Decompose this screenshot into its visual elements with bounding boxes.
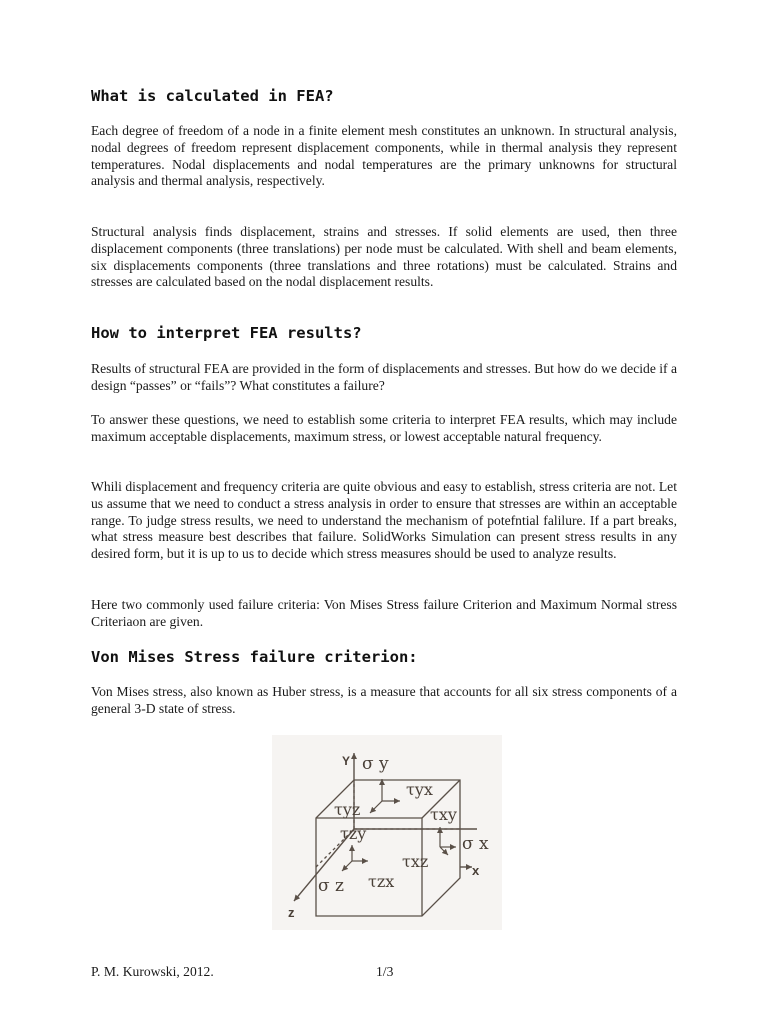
sigma-x-label: σ x — [462, 834, 489, 854]
tau-xz-label: τxz — [402, 852, 429, 871]
section-heading-fea-calculated: What is calculated in FEA? — [91, 87, 334, 105]
footer-author: P. M. Kurowski, 2012. — [91, 964, 214, 979]
paragraph: Each degree of freedom of a node in a finite element mesh constitutes an unknown. In structural analysis, nodal degrees of freedom represent displacement components, while in thermal analysis they represent temperatures. Nodal displacements and nodal temperatures are the primary unknowns for structural analysis and thermal analysis, respectively. — [91, 123, 677, 189]
sigma-y-label: σ y — [362, 754, 389, 774]
tau-yx-label: τyx — [406, 780, 433, 799]
paragraph: To answer these questions, we need to establish some criteria to interpret FEA results, which may include maximum acceptable displacements, maximum stress, or lowest acceptable natural frequency. — [91, 412, 677, 444]
section-heading-von-mises: Von Mises Stress failure criterion: — [91, 648, 418, 666]
sigma-z-label: σ z — [318, 876, 344, 896]
axis-y-label: Y — [342, 754, 351, 768]
tau-zx-label: τzx — [368, 872, 395, 891]
paragraph: Here two commonly used failure criteria: Von Mises Stress failure Criterion and Maximum Normal stress Criteriaon are given. — [91, 597, 677, 629]
paragraph: Structural analysis finds displacement, strains and stresses. If solid elements are used, then three displacement components (three translations) per node must be calculated. With shell and beam elements, six displacements components (three translations and three rotations) must be calculated. Strains and stresses are calculated based on the nodal displacement results. — [91, 224, 677, 290]
footer-page-number: 1/3 — [376, 964, 394, 979]
paragraph: Whili displacement and frequency criteria are quite obvious and easy to establish, stress criteria are not. Let us assume that we need to conduct a stress analysis in order to ensure that stresses are within an acceptable range. To judge stress results, we need to understand the mechanism of potefntial falilure. If a part breaks, what stress measure best describes that failure. SolidWorks Simulation can present stress results in any desired form, but it is up to us to decide which stress measures should be used to analyze results. — [91, 479, 677, 562]
section-heading-interpret-results: How to interpret FEA results? — [91, 324, 362, 342]
tau-xy-label: τxy — [430, 805, 457, 824]
stress-cube-figure — [272, 735, 502, 930]
paragraph: Results of structural FEA are provided in the form of displacements and stresses. But how do we decide if a design “passes” or “fails”? What constitutes a failure? — [91, 361, 677, 393]
axis-z-label: z — [288, 905, 295, 920]
tau-zy-label: τzy — [340, 824, 367, 843]
paragraph: Von Mises stress, also known as Huber stress, is a measure that accounts for all six stress components of a general 3-D state of stress. — [91, 684, 677, 716]
axis-x-label: x — [472, 863, 480, 878]
stress-cube-diagram — [272, 735, 502, 930]
tau-yz-label: τyz — [334, 800, 361, 819]
